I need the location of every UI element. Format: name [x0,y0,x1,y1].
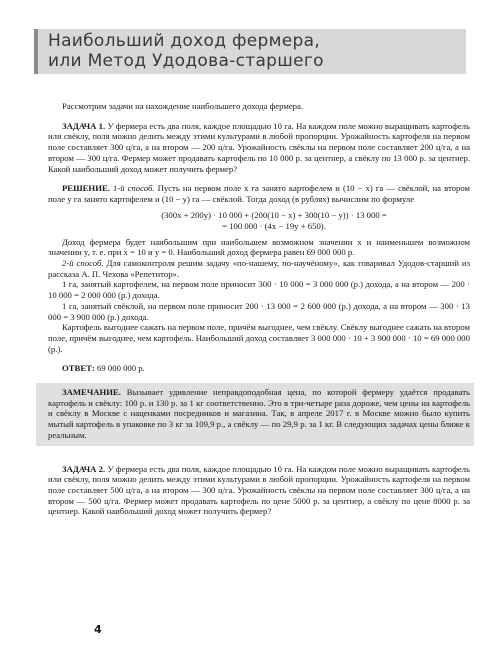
answer-label: ОТВЕТ: [62,363,95,374]
task2-paragraph [48,464,470,518]
note-box [36,383,474,446]
conclusion-paragraph: Картофель выгоднее сажать на первом поле, причём выгоднее, чем свёклу. Свёклу выгоднее сажать на втором поле, причём выгоднее, чем картофель. Наибольший доход составляет 3 000 000 · 10 + 3 900 000 · 10 = 69 000 000 (р.). [48,322,470,354]
note-paragraph [48,387,470,441]
formula-line1: (300x + 200y) · 10 000 + (200(10 − x) + 300(10 − y)) · 13 000 = [161,209,387,220]
formula-line2: = 100 000 · (4x − 19y + 650). [222,220,326,231]
answer-value: 69 000 000 р. [94,363,145,374]
task1-paragraph [48,121,470,175]
chapter-title-line2: или Метод Удодова-старшего [48,51,324,71]
method1-text: Пусть на первом поле x га занято картофелем и (10 − x) га — свёклой, на втором поле y га занято картофелем и (10 − y) га — свёклой. Тогда доход (в рублях) вычислим по формуле [48,183,471,204]
potato-paragraph: 1 га, занятый картофелем, на первом поле приносит 300 · 10 000 = 3 000 000 (р.) дохода, а на втором — 200 · 10 000 = 2 000 000 (р.) дохода. [48,279,470,301]
method2-text: Для самоконтроля решим задачу «по-нашему, по-научёному», как говаривал Удодов-старший из рассказа А. П. Чехова «Репетитор». [48,258,470,279]
note-label: ЗАМЕЧАНИЕ. [62,387,121,398]
note-text: Вызывает удивление неправдоподобная цена, по которой фермеру удаётся продавать картофель и свёклу: 100 р. и 130 р. за 1 кг соответственно. Это в три-четыре раза дороже, чем цены на картофель и свёклу в Москве с наценками посредников и магазина. Так, в апреле 2017 г. в Москве можно было купить мытый картофель в упаковке по 3 кг за 109,9 р., а свёклу — по 29,9 р. за 1 кг. В следующих задачах цены ближе к реальным. [48,387,470,440]
task1-text: У фермера есть два поля, каждое площадью 10 га. На каждом поле можно выращивать картофель или свёклу, поля можно делить между этими культурами в любой пропорции. Урожайность картофеля на первом поле составляет 300 ц/га, а на втором — 200 ц/га. Урожайность свёклы на первом поле составляет 200 ц/га, а на втором — 300 ц/га. Фермер может продавать картофель по 10 000 р. за центнер, а свёклу по 13 000 р. за центнер. Какой наибольший доход может получить фермер? [48,120,470,174]
task2-label: ЗАДАЧА 2. [62,463,106,474]
chapter-title-line1: Наибольший доход фермера, [48,31,321,51]
solution-label: РЕШЕНИЕ. [62,183,110,194]
task2-text: У фермера есть два поля, каждое площадью 10 га. На каждом поле можно выращивать картофель или свёклу, поля можно делить между этими культурами в любой пропорции. Урожайность картофеля на первом поле составляет 500 ц/га, а на втором — 300 ц/га. Урожайность свёклы на первом поле составляет 300 ц/га, а на втором — 500 ц/га. Фермер может продавать картофель по цене 5000 р. за центнер, а свёклу по цене 8000 р. за центнер. Какой наибольший доход может получить фермер? [48,463,470,517]
method2-label: 2-й способ. [62,258,104,269]
intro-paragraph: Рассмотрим задачи на нахождение наибольшего дохода фермера. [62,101,304,111]
max-income-paragraph: Доход фермера будет наибольшим при наибольшем возможном значении x и наименьшем возможном значении y, т. е. при x = 10 и y = 0. Наибольший доход фермера равен 69 000 000 р. [48,236,470,258]
task1-label: ЗАДАЧА 1. [62,120,106,131]
beet-paragraph: 1 га, занятый свёклой, на первом поле приносит 200 · 13 000 = 2 600 000 (р.) дохода, а на втором — 300 · 13 000 = 3 900 000 (р.) дохода. [48,300,470,322]
page-number: 4 [94,623,102,636]
solution-method1 [48,183,470,204]
method1-label: 1-й способ. [112,183,155,194]
answer-line [48,363,470,374]
page-body [48,101,470,517]
method2-paragraph [48,258,470,279]
chapter-header [34,29,466,74]
